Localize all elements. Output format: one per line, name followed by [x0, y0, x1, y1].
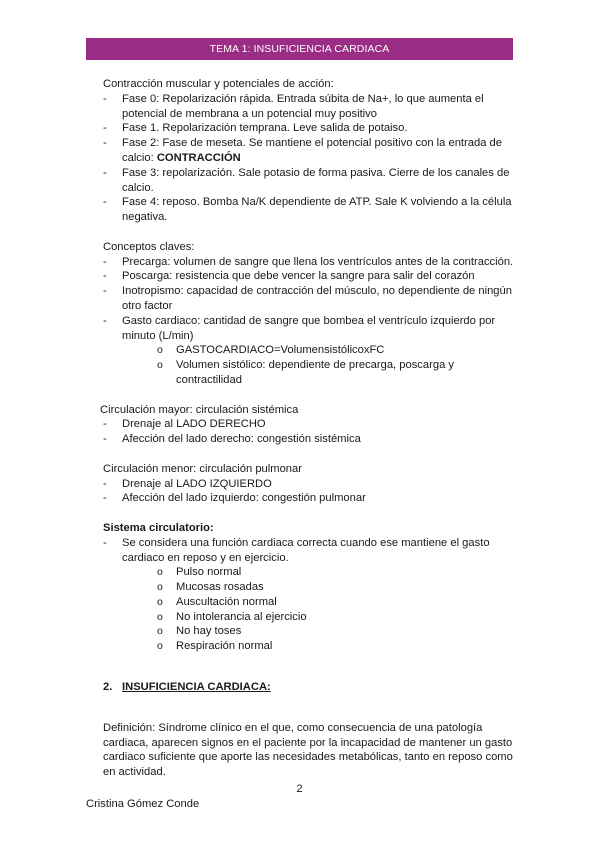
- header-title: TEMA 1: INSUFICIENCIA CARDIACA: [209, 43, 390, 55]
- sistema-list: [103, 536, 521, 654]
- list-item: [103, 536, 521, 654]
- page-number: 2: [296, 783, 303, 795]
- list-item: - Drenaje al LADO DERECHO: [103, 417, 521, 432]
- heading-number: 2.: [103, 681, 113, 694]
- spacer: [103, 225, 521, 240]
- sub-list-item: o Auscultación normal: [157, 595, 521, 610]
- header-banner: [86, 38, 513, 60]
- section-title-menor: Circulación menor: circulación pulmonar: [103, 462, 302, 475]
- contraccion-list: [103, 92, 521, 225]
- list-item: - Fase 1. Repolarización temprana. Leve salida de potaiso.: [103, 121, 521, 136]
- list-item: [103, 314, 521, 388]
- sub-list-item: o No hay toses: [157, 624, 521, 639]
- list-item: - Poscarga: resistencia que debe vencer la sangre para salir del corazón: [103, 269, 521, 284]
- spacer: [103, 706, 521, 721]
- list-item: - Inotropismo: capacidad de contracción del músculo, no dependiente de ningún otro factor: [103, 284, 521, 314]
- footer-author: Cristina Gómez Conde: [86, 798, 200, 810]
- spacer: [103, 388, 521, 403]
- list-item: - Drenaje al LADO IZQUIERDO: [103, 477, 521, 492]
- item-text: Fase 2: Fase de meseta. Se mantiene el potencial positivo con la entrada de calcio:: [122, 137, 502, 164]
- item-text: Gasto cardiaco: cantidad de sangre que bombea el ventrículo izquierdo por minuto (L/min): [122, 314, 496, 342]
- list-item: - Precarga: volumen de sangre que llena los ventrículos antes de la contracción.: [103, 255, 521, 270]
- item-bold-text: CONTRACCIÓN: [156, 151, 241, 164]
- mayor-list: [103, 417, 521, 447]
- spacer: [103, 447, 521, 462]
- section-heading-insuficiencia: [103, 680, 521, 695]
- list-item: - Afección del lado derecho: congestión sistémica: [103, 432, 521, 447]
- sub-list-item: o Respiración normal: [157, 639, 521, 654]
- definition-paragraph: Definición: Síndrome clínico en el que, como consecuencia de una patología cardiaca, aparecen signos en el paciente por la incapacidad de mantener un gasto cardiaco suficiente que aporte las necesidades metabólicas, tanto en reposo como en actividad.: [103, 721, 513, 779]
- heading-text: INSUFICIENCIA CARDIACA:: [122, 681, 271, 694]
- list-item: - Fase 4: reposo. Bomba Na/K dependiente de ATP. Sale K volviendo a la célula negativa.: [103, 195, 521, 225]
- section-title-contraccion: Contracción muscular y potenciales de acción:: [103, 78, 334, 90]
- list-item: - Fase 3: repolarización. Sale potasio de forma pasiva. Cierre de los canales de calcio.: [103, 166, 521, 196]
- section-title-conceptos: Conceptos claves:: [103, 240, 195, 253]
- spacer: [103, 506, 521, 521]
- list-item: - Afección del lado izquierdo: congestión pulmonar: [103, 491, 521, 506]
- sub-list-item: o GASTOCARDIACO=VolumensistólicoxFC: [157, 343, 521, 358]
- sistema-sublist: [122, 565, 521, 654]
- sub-list-item: o Volumen sistólico: dependiente de precarga, poscarga y contractilidad: [157, 358, 521, 388]
- spacer: [103, 654, 521, 669]
- sub-list-item: o Mucosas rosadas: [157, 580, 521, 595]
- list-item: [103, 136, 521, 166]
- section-title-mayor: Circulación mayor: circulación sistémica: [100, 403, 299, 416]
- sub-list-item: o No intolerancia al ejercicio: [157, 610, 521, 625]
- conceptos-sublist: [122, 343, 521, 387]
- page-content: [100, 77, 521, 780]
- menor-list: [103, 477, 521, 507]
- section-title-sistema: Sistema circulatorio:: [103, 521, 214, 534]
- sub-list-item: o Pulso normal: [157, 565, 521, 580]
- list-item: - Fase 0: Repolarización rápida. Entrada súbita de Na+, lo que aumenta el potencial de membrana a un potencial muy positivo: [103, 92, 521, 122]
- conceptos-list: [103, 255, 521, 388]
- item-text: Se considera una función cardiaca correcta cuando ese mantiene el gasto cardiaco en reposo y en ejercicio.: [122, 536, 490, 564]
